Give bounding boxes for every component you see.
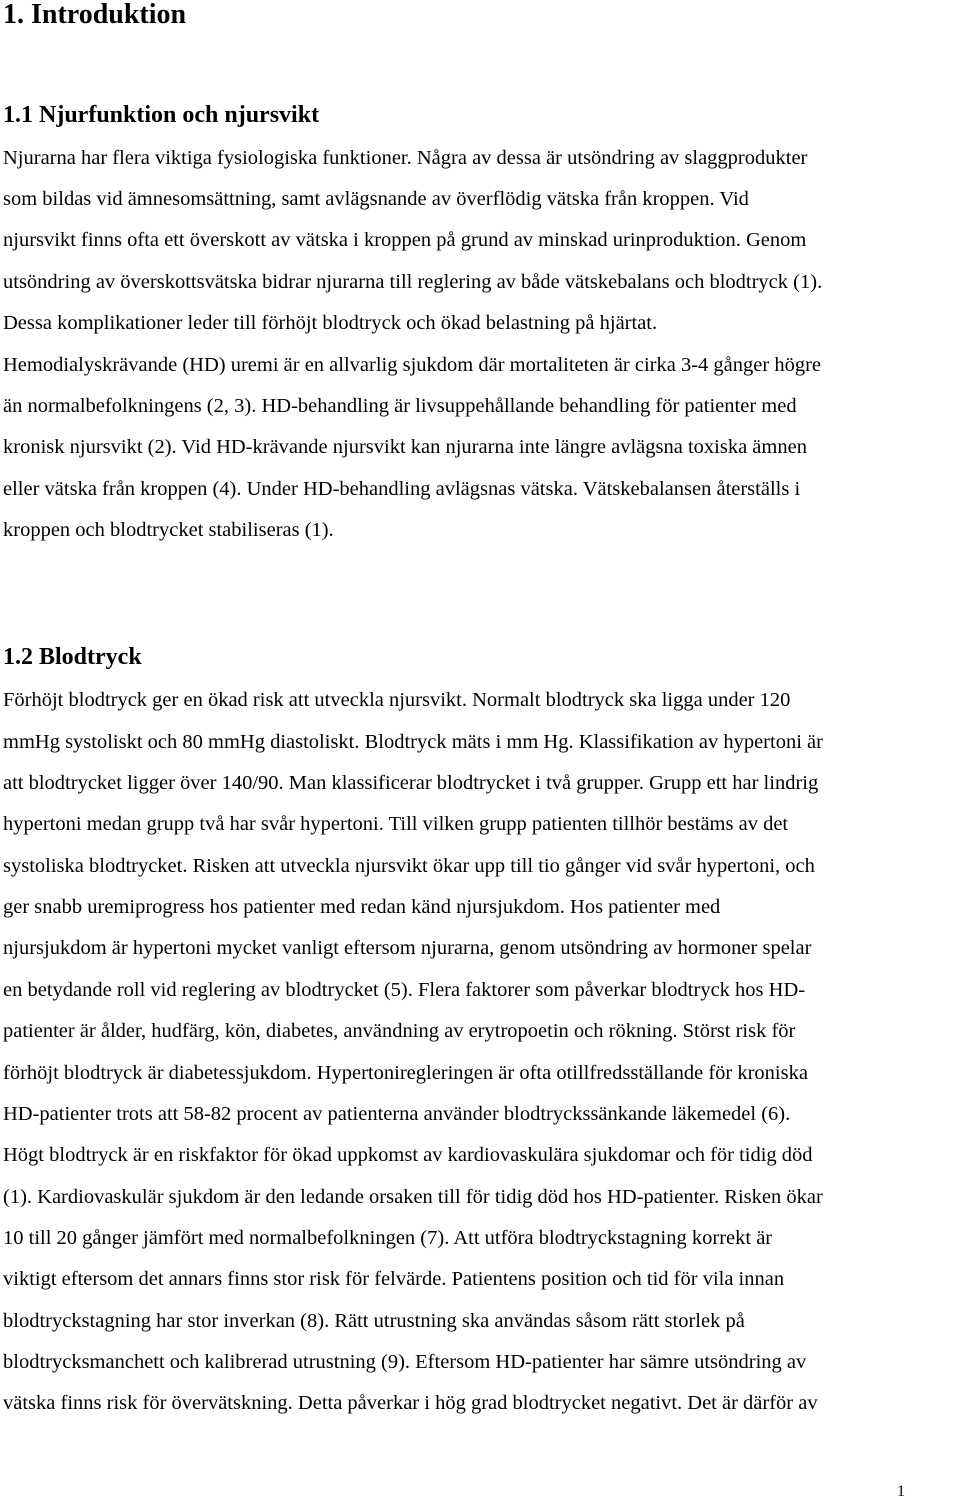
paragraph-line: utsöndring av överskottsvätska bidrar njurarna till reglering av både vätskebalans och blodtryck (1). (3, 271, 823, 293)
paragraph-line: mmHg systoliskt och 80 mmHg diastoliskt. Blodtryck mäts i mm Hg. Klassifikation av hypertoni är (3, 731, 823, 753)
paragraph-line: Förhöjt blodtryck ger en ökad risk att utveckla njursvikt. Normalt blodtryck ska ligga under 120 (3, 689, 791, 711)
paragraph-line: patienter är ålder, hudfärg, kön, diabetes, användning av erytropoetin och rökning. Störst risk för (3, 1020, 796, 1042)
paragraph-line: eller vätska från kroppen (4). Under HD-behandling avlägsnas vätska. Vätskebalansen återställs i (3, 478, 801, 500)
page-number: 1 (897, 1483, 905, 1500)
paragraph-line: HD-patienter trots att 58-82 procent av patienterna använder blodtryckssänkande läkemedel (6). (3, 1103, 791, 1125)
paragraph-line: kroppen och blodtrycket stabiliseras (1). (3, 519, 334, 541)
paragraph-line: blodtryckstagning har stor inverkan (8). Rätt utrustning ska användas såsom rätt storlek på (3, 1310, 745, 1332)
paragraph-line: viktigt eftersom det annars finns stor risk för felvärde. Patientens position och tid för vila innan (3, 1268, 785, 1290)
paragraph-line: njursjukdom är hypertoni mycket vanligt eftersom njurarna, genom utsöndring av hormoner spelar (3, 937, 812, 959)
paragraph-line: en betydande roll vid reglering av blodtrycket (5). Flera faktorer som påverkar blodtryck hos HD- (3, 979, 806, 1001)
paragraph-line: njursvikt finns ofta ett överskott av vätska i kroppen på grund av minskad urinproduktion. Genom (3, 229, 807, 251)
paragraph-line: att blodtrycket ligger över 140/90. Man klassificerar blodtrycket i två grupper. Grupp ett har lindrig (3, 772, 819, 794)
section-heading-blodtryck: 1.2 Blodtryck (3, 644, 142, 670)
paragraph-line: vätska finns risk för övervätskning. Detta påverkar i hög grad blodtrycket negativt. Det är därför av (3, 1392, 818, 1414)
paragraph-line: ger snabb uremiprogress hos patienter med redan känd njursjukdom. Hos patienter med (3, 896, 721, 918)
paragraph-line: hypertoni medan grupp två har svår hypertoni. Till vilken grupp patienten tillhör bestäms av det (3, 813, 789, 835)
paragraph-line: systoliska blodtrycket. Risken att utveckla njursvikt ökar upp till tio gånger vid svår hypertoni, och (3, 855, 815, 877)
chapter-heading: 1. Introduktion (3, 0, 187, 30)
paragraph-line: förhöjt blodtryck är diabetessjukdom. Hypertoniregleringen är ofta otillfredsställande för kroniska (3, 1062, 808, 1084)
section-heading-njurfunktion: 1.1 Njurfunktion och njursvikt (3, 102, 320, 128)
paragraph-line: Högt blodtryck är en riskfaktor för ökad uppkomst av kardiovaskulära sjukdomar och för tidig död (3, 1144, 813, 1166)
paragraph-line: (1). Kardiovaskulär sjukdom är den ledande orsaken till för tidig död hos HD-patienter. Risken ökar (3, 1186, 823, 1208)
paragraph-line: 10 till 20 gånger jämfört med normalbefolkningen (7). Att utföra blodtryckstagning korrekt är (3, 1227, 773, 1249)
paragraph-line: kronisk njursvikt (2). Vid HD-krävande njursvikt kan njurarna inte längre avlägsna toxiska ämnen (3, 436, 807, 458)
paragraph-line: Hemodialyskrävande (HD) uremi är en allvarlig sjukdom där mortaliteten är cirka 3-4 gånger högre (3, 354, 821, 376)
paragraph-line: Njurarna har flera viktiga fysiologiska funktioner. Några av dessa är utsöndring av slaggprodukter (3, 147, 808, 169)
paragraph-line: än normalbefolkningens (2, 3). HD-behandling är livsuppehållande behandling för patienter med (3, 395, 797, 417)
paragraph-line: blodtrycksmanchett och kalibrerad utrustning (9). Eftersom HD-patienter har sämre utsöndring av (3, 1351, 807, 1373)
paragraph-line: som bildas vid ämnesomsättning, samt avlägsnande av överflödig vätska från kroppen. Vid (3, 188, 749, 210)
paragraph-line: Dessa komplikationer leder till förhöjt blodtryck och ökad belastning på hjärtat. (3, 312, 658, 334)
